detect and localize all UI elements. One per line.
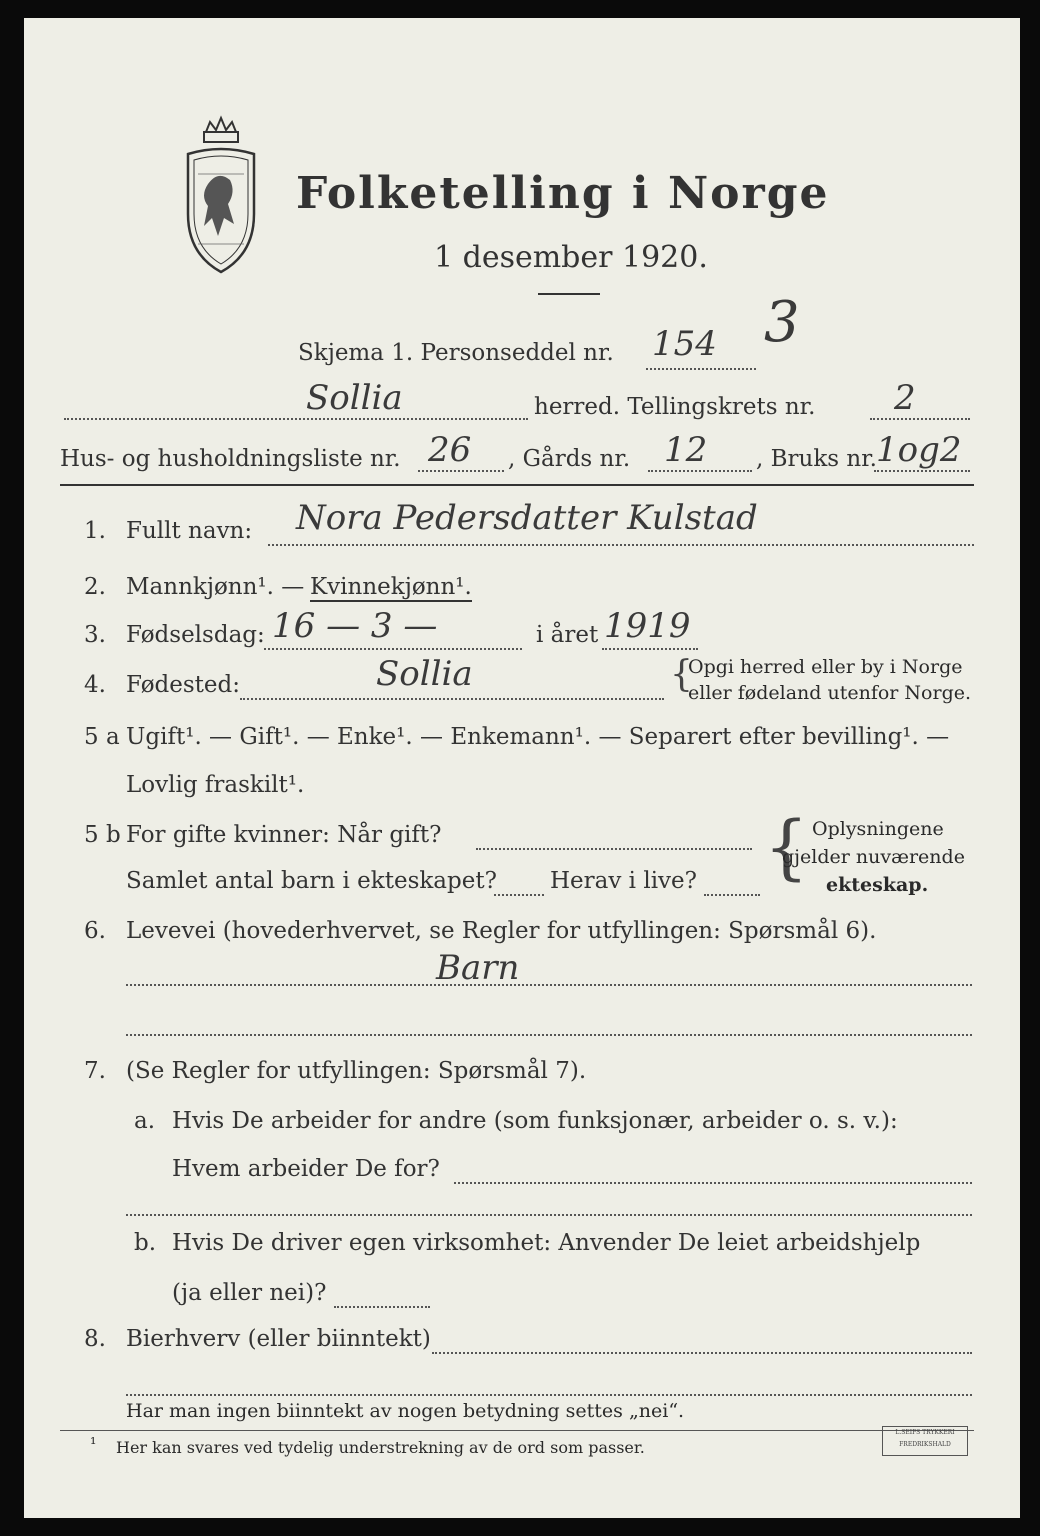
gards-value[interactable]: 12 [664, 430, 708, 470]
printer-stamp [882, 1426, 968, 1456]
q7a-letter: a. [134, 1108, 156, 1134]
q5b-number: 5 b [84, 822, 121, 848]
census-form [24, 18, 1020, 1518]
q5b-note-1: Oplysningene [812, 818, 944, 840]
q6-dots-2 [126, 1034, 972, 1036]
q7-separator [126, 1214, 972, 1216]
q5b-brace: { [764, 806, 809, 888]
q7b-text: Hvis De driver egen virksomhet: Anvender De leiet arbeidshjelp [172, 1230, 921, 1256]
title-divider [538, 293, 600, 295]
q7a-text: Hvis De arbeider for andre (som funksjonær, arbeider o. s. v.): [172, 1108, 898, 1134]
bruks-label: , Bruks nr. [756, 446, 877, 472]
gards-label: , Gårds nr. [508, 446, 631, 472]
krets-value[interactable]: 2 [894, 378, 916, 418]
full-name-value[interactable]: Nora Pedersdatter Kulstad [296, 498, 758, 538]
year-dots [602, 648, 698, 650]
occupation-value[interactable]: Barn [436, 948, 520, 988]
q6-number: 6. [84, 918, 106, 944]
q7b-letter: b. [134, 1230, 157, 1256]
birthplace-value[interactable]: Sollia [376, 654, 473, 694]
q8-label: Bierhverv (eller biinntekt) [126, 1326, 431, 1352]
q4-note-2: eller fødeland utenfor Norge. [688, 682, 972, 704]
q7a-text-2: Hvem arbeider De for? [172, 1156, 440, 1182]
herred-value[interactable]: Sollia [306, 378, 403, 418]
q4-note-1: Opgi herred eller by i Norge [688, 656, 963, 678]
footnote-rule [60, 1430, 974, 1431]
coat-of-arms-icon [178, 114, 264, 274]
gards-dots [648, 470, 752, 472]
bruks-dots [874, 470, 970, 472]
q3-dots [264, 648, 522, 650]
q5b-dots-2 [494, 894, 544, 896]
q5b-children: Samlet antal barn i ekteskapet? [126, 868, 497, 894]
q5b-dots-3 [704, 894, 760, 896]
header-rule [60, 484, 974, 486]
footnote-mark: ¹ [90, 1434, 97, 1453]
year-label: i året [536, 622, 599, 648]
q7a-dots [454, 1182, 972, 1184]
q5b-note-3: ekteskap. [826, 874, 929, 896]
personseddel-extra: 3 [764, 290, 800, 355]
q5a-options[interactable]: Ugift¹. — Gift¹. — Enke¹. — Enkemann¹. — Separert efter bevilling¹. — [126, 724, 950, 750]
q7b-text-2: (ja eller nei)? [172, 1280, 327, 1306]
q7-label: (Se Regler for utfyllingen: Spørsmål 7). [126, 1058, 587, 1084]
personseddel-dots [646, 368, 756, 370]
q3-number: 3. [84, 622, 106, 648]
footnote-text: Her kan svares ved tydelig understrekning av de ord som passer. [116, 1438, 645, 1457]
q2-number: 2. [84, 574, 106, 600]
printer-stamp-line-2: FREDRIKSHALD [899, 1441, 951, 1448]
q5a-number: 5 a [84, 724, 120, 750]
q3-label: Fødselsdag: [126, 622, 265, 648]
hus-dots [418, 470, 504, 472]
nei-note: Har man ingen biinntekt av nogen betydning settes „nei“. [126, 1400, 685, 1422]
q4-number: 4. [84, 672, 106, 698]
q6-dots-1 [126, 984, 972, 986]
herred-dots [64, 418, 528, 420]
skjema-label: Skjema 1. Personseddel nr. [298, 340, 614, 366]
birth-year-value[interactable]: 1919 [604, 606, 691, 646]
q5b-note-2: gjelder nuværende [782, 846, 965, 868]
q8-dots-2 [126, 1394, 972, 1396]
printer-stamp-line-1: L.SEIPS TRYKKERI [895, 1429, 955, 1436]
q8-number: 8. [84, 1326, 106, 1352]
hus-label: Hus- og husholdningsliste nr. [60, 446, 401, 472]
q6-label: Levevei (hovederhvervet, se Regler for utfyllingen: Spørsmål 6). [126, 918, 877, 944]
q5a-options-2[interactable]: Lovlig fraskilt¹. [126, 772, 305, 798]
herred-label: herred. Tellingskrets nr. [534, 394, 816, 420]
q1-label: Fullt navn: [126, 518, 253, 544]
personseddel-value[interactable]: 154 [652, 324, 717, 364]
q4-brace: { [670, 654, 693, 695]
q5b-dots-1 [476, 848, 752, 850]
q5b-alive: Herav i live? [550, 868, 697, 894]
hus-value[interactable]: 26 [428, 430, 472, 470]
q1-dots [268, 544, 974, 546]
krets-dots [870, 418, 970, 420]
q4-label: Fødested: [126, 672, 241, 698]
form-date: 1 desember 1920. [434, 240, 708, 275]
form-title: Folketelling i Norge [296, 168, 830, 219]
birthday-value[interactable]: 16 — 3 — [272, 606, 438, 646]
q8-dots [432, 1352, 972, 1354]
bruks-value[interactable]: 1og2 [876, 430, 962, 470]
q5b-when-married: For gifte kvinner: Når gift? [126, 822, 442, 848]
q2-male-option[interactable]: Mannkjønn¹. — [126, 574, 305, 600]
q4-dots [240, 698, 664, 700]
q7b-dots [334, 1306, 430, 1308]
q1-number: 1. [84, 518, 106, 544]
q7-number: 7. [84, 1058, 106, 1084]
q2-female-option[interactable]: Kvinnekjønn¹. [310, 574, 472, 600]
